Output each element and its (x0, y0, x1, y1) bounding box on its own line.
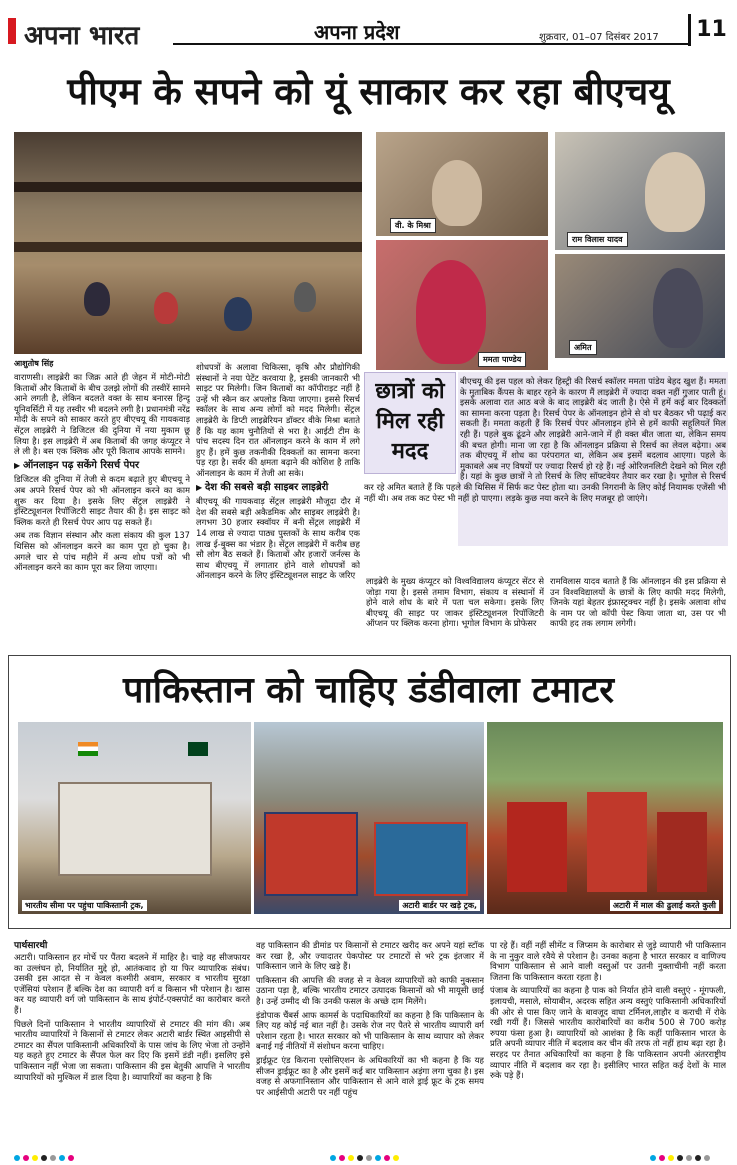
photo-truck (264, 812, 358, 896)
photo-figure (645, 152, 705, 232)
library-photo (14, 132, 362, 354)
porters-photo (487, 722, 723, 914)
paragraph: पा रहे हैं। वहीं नहीं सीमेंट व जिप्सम के कारोबार से जुड़े व्यापारी भी पाकिस्तान के ना नुकुर वाले रवैये से परेशान है। उनका कहना है भारत सरकार व वाणिज्य विभाग पाकिस्तान से आने वाली वस्तुओं पर उतनी नुक्ताचीनी नहीं करता जितना कि पाकिस्तान करता रहता है। (490, 940, 726, 982)
paragraph: डिजिटल की दुनिया में तेजी से कदम बढ़ाते हुए बीएचयू ने अब अपने रिसर्च पेपर को भी ऑनलाइन करने का काम शुरू कर दिया है। इसके लिए सेंट्रल लाइब्रेरी ने इंस्टिट्यूशनल रिपॉजिटरी साइट तैयार की है। इस साइट को क्लिक करते ही रिसर्च पेपर आप पढ़ सकते हैं। (14, 474, 190, 527)
story1-column-3 (366, 576, 544, 642)
india-flag-icon (78, 742, 98, 756)
photo-figure (653, 268, 703, 348)
border-gate-photo (18, 722, 251, 914)
registration-dot (339, 1155, 345, 1161)
paragraph: अब तक विज्ञान संस्थान और कला संकाय की कुल 137 थिसिस को ऑनलाइन करने का काम पूरा हो चुका है। अगले चार से पांच महीने में अन्य शोध पत्रों को भी ऑनलाइन करने का काम पूरा कर लिया जाएगा। (14, 530, 190, 573)
header-rule (173, 43, 688, 45)
photo-figure (84, 282, 110, 316)
story1-column-4 (550, 576, 726, 642)
subheading: ▶ ऑनलाइन पढ़ सकेंगे रिसर्च पेपर (14, 461, 190, 472)
photo-caption: अटारी बार्डर पर खड़े ट्रक, (399, 900, 480, 911)
float-spacer (364, 376, 460, 478)
registration-dot (41, 1155, 47, 1161)
subheading: ▶ देश की सबसे बड़ी साइबर लाइब्रेरी (196, 483, 360, 494)
photo-shelf (14, 182, 362, 192)
photo-caption: अमित (569, 340, 597, 355)
story2-column-1 (14, 952, 250, 1142)
registration-dot (393, 1155, 399, 1161)
registration-dot (68, 1155, 74, 1161)
photo-figure (224, 297, 252, 331)
photo-figure (294, 282, 316, 312)
paragraph: इंडोपाक चैंबर्स आफ कामर्स के पदाधिकारियों का कहना है कि पाकिस्तान के लिए यह कोई नई बात नहीं है। उसके रोज नए पैतरे से भारतीय व्यापारी वर्ग परेशान रहता है। भारत सरकार को भी पाकिस्तान के साथ व्यापार को लेकर बनाई गई नीतियों में संशोधन करना चाहिए। (256, 1009, 484, 1052)
photo-caption: राम विलास यादव (567, 232, 628, 247)
pakistan-flag-icon (188, 742, 208, 756)
brand-bar (8, 18, 16, 44)
photo-figure (432, 160, 482, 226)
story1-headline: पीएम के सपने को यूं साकार कर रहा बीएचयू (67, 69, 670, 113)
registration-dot (686, 1155, 692, 1161)
story1-column-2 (196, 362, 360, 642)
story2-headline: पाकिस्तान को चाहिए डंडीवाला टमाटर (123, 669, 614, 711)
page-header (8, 14, 729, 50)
portrait-photo-amit (555, 254, 725, 358)
story2-column-3 (490, 940, 726, 1142)
registration-dot (50, 1155, 56, 1161)
paragraph: वह पाकिस्तान की डीमांड पर किसानों से टमाटर खरीद कर अपने यहां स्टॉक कर रखा है, और ज्यादातर पेकपोस्ट पर टमाटरों से भरे ट्रक इंतजार में पाकिस्तान जाने के लिए खड़े हैं। (256, 940, 484, 972)
photo-figure (416, 260, 486, 364)
registration-dot (384, 1155, 390, 1161)
color-registration-dots-right (650, 1146, 713, 1156)
paragraph: बीएचयू की गायकवाड़ सेंट्रल लाइब्रेरी मौजूदा दौर में देश की सबसे बड़ी अकैडमिक और साइबर लाइब्रेरी है। लगभग 30 हजार स्क्वॉयर में बनी सेंट्रल लाइब्रेरी में 14 लाख से ज्यादा पाठ्य पुस्तकों के साथ करीब एक लाख ई-बुक्स का भंडार है। सेंट्रल लाइब्रेरी में करीब छह सौ लोग बैठ सकते हैं। किताबों और हजारों जर्नल्स के साथ बीएचयू में लगातार होने वाले शोधपत्रों को ऑनलाइन करने के लिए इंस्टिट्यूशनल साइट के जरिए (196, 496, 360, 581)
photo-shelf (14, 242, 362, 252)
registration-dot (23, 1155, 29, 1161)
portrait-photo-mishra (376, 132, 548, 236)
page-number: 11 (688, 14, 732, 46)
paragraph: ड्राईफ्रूट एंड किराना एसोसिएशन के अधिकारियों का भी कहना है कि यह सीजन ड्राईफ्रूट का है और इसमें कई बार पाकिस्तान अड़ंगा लगा चुका है। इस वजह से अफगानिस्तान और पाकिस्तान से आने वाले ड्राई फ्रूट के ट्रक समय पर आईसीपी अटारी पर नहीं पहुंच (256, 1054, 484, 1097)
registration-dot (59, 1155, 65, 1161)
portrait-photo-pandey (376, 240, 548, 370)
portrait-photo-yadav (555, 132, 725, 250)
registration-dot (677, 1155, 683, 1161)
photo-caption: भारतीय सीमा पर पहुंचा पाकिस्तानी ट्रक, (22, 900, 147, 911)
registration-dot (695, 1155, 701, 1161)
paragraph: रामविलास यादव बताते हैं कि ऑनलाइन की इस प्रक्रिया से उन विश्वविद्यालयों के छात्रों के लिए काफी मदद मिलेगी, जिनके यहां बेहतर इंफ्रास्ट्रक्चर नहीं है। इसके अलावा शोध के नाम पर जो कॉपी पेस्ट किया जाता था, उस पर भी काफी हद तक लगाम लगेगी। (550, 576, 726, 629)
registration-dot (357, 1155, 363, 1161)
trucks-photo (254, 722, 484, 914)
paragraph: शोधपत्रों के अलावा चिकित्सा, कृषि और प्रौद्योगिकी संस्थानों ने नया पेटेंट करवाया है, इसकी जानकारी भी साइट पर मिलेगी। जिन किताबों का कॉपीराइट नहीं है उन्हें भी स्कैन कर अपलोड किया जाएगा। इससे रिसर्च स्कॉलर के साथ अन्य लोगों को मदद मिलेगी। सेंट्रल लाइब्रेरी के डिप्टी लाइब्रेरियन डॉक्टर वीके मिश्रा बताते हैं कि यह काम चुनौतियों से भरा है। आईटी टीम के पांच सदस्य दिन रात ऑनलाइन करने के काम में लगे हुए हैं। हमें कुछ तकनीकी दिक्कतों का सामना करना पड़ रहा है। सर्वर की क्षमता बढ़ाने की कोशिश है ताकि ऑनलाइन के काम में तेजी आ सके। (196, 362, 360, 478)
photo-caption: अटारी में माल की ढुलाई करते कुली (610, 900, 719, 911)
registration-dot (668, 1155, 674, 1161)
paragraph: पिछले दिनों पाकिस्तान ने भारतीय व्यापारियों से टमाटर की मांग की। अब भारतीय व्यापारियों ने किसानों से टमाटर लेकर अटारी बार्डर स्थित आइसीपी से टमाटर का सैंपल पाकिस्तानी अधिकारियों के पास जांच के लिए भेजा तो उन्होंने यह कहते हुए टमाटर के सैंपल फेल कर दिए कि इसमें डंडी नहीं। इसलिए इसे पाकिस्तान नहीं भेजा जा सकता। पाकिस्तान की इस बेतुकी आपत्ति ने भारतीय व्यापारियों को मुश्किल में डाल दिया है। व्यापारियों का कहना है कि (14, 1018, 250, 1082)
registration-dot (366, 1155, 372, 1161)
photo-figure (507, 802, 567, 892)
byline: पार्थसारथी (14, 941, 48, 951)
registration-dot (659, 1155, 665, 1161)
paragraph: अटारी। पाकिस्तान हर मोर्चे पर पैंतरा बदलने में माहिर है। चाहे वह सीजफायर का उल्लंघन हो, निर्यातित मुद्दे हो, आतंकवाद हो या फिर व्यापारिक संबंध। उसकी इस आदत से न केवल कश्मीरी अवाम, सरकार व भारतीय सुरक्षा एजेंसियां परेशान हैं बल्कि देश का व्यापारी वर्ग व किसान भी परेशान है। खास कर यह व्यापारी वर्ग जो पाकिस्तान के साथ इंपोर्ट-एक्सपोर्ट का कारोबार करते हैं। (14, 952, 250, 1015)
color-registration-dots-center (330, 1146, 402, 1156)
callout-box: छात्रों को मिल रही मदद (364, 372, 456, 474)
section-name: अपना प्रदेश (314, 20, 400, 44)
story2-column-2 (256, 940, 484, 1142)
registration-dot (32, 1155, 38, 1161)
registration-dot (348, 1155, 354, 1161)
photo-credit: आशुतोष सिंह (14, 359, 54, 368)
photo-truck (374, 822, 468, 896)
paragraph: बीएचयू की इस पहल को लेकर हिस्ट्री की रिसर्च स्कॉलर ममता पांडेय बेहद खुश हैं। ममता के मुताबिक कैंपस के बाहर रहने के कारण मैं लाइब्रेरी में ज्यादा वक्त नहीं गुजार पाती हूं। इसके अलावा रात आठ बजे के बाद लाइब्रेरी बंद जाती है। ऐसे में हमें कई बार दिक्कतों का सामना करना पड़ता है। रिसर्च पेपर के ऑनलाइन होने से वो घर बैठकर भी पढ़ाई कर सकती हैं। ममता कहती हैं कि रिसर्च पेपर ऑनलाइन होने से हमें काफी सहूलियतें मिल रही हैं। पहले बुक ढूंढने और लाइब्रेरी आने-जाने में ही वक्त बीत जाता था, लेकिन समय की बचत होगी। माना जा रहा है कि ऑनलाइन प्रक्रिया से रिसर्च का लेवल बढ़ेगा। अब तक बीएचयू में शोध का परंपरागत था, लेकिन अब इसमें बदलाव आएगा। पहले के मुकाबले अब नए विषयों पर ज्यादा रिसर्च हो रहे हैं। नई ओरिजनलिटी देखने को मिल रही है। यहां के कुछ छात्रों ने तो रिसर्च के लिए सॉफ्टवेयर तैयार कर रखा है। भूगोल से रिसर्च कर रहे अमित बताते हैं कि पहले की थिसिस में सिर्फ कट पेस्ट होता था। उनकी निगरानी के लिए कोई नियामक एजेंसी भी नहीं थी। अब तक कट पेस्ट भी नहीं हो पाएगा। लड़के कुछ नया करने के लिए मजबूर हो जाएंगे। (364, 376, 726, 503)
registration-dot (650, 1155, 656, 1161)
paragraph: लाइब्रेरी के मुख्य कंप्यूटर को विश्वविद्यालय कंप्यूटर सेंटर से जोड़ा गया है। इससे तमाम विभाग, संकाय व संस्थानों में होने वाले शोध के बारे में पता चल सकेगा। इसके लिए बीएचयू की साइट पर जाकर इंस्टिट्यूशनल रिपॉजिटरी ऑप्शन पर क्लिक करना होगा। भूगोल विभाग के प्रोफेसर (366, 576, 544, 629)
registration-dot (14, 1155, 20, 1161)
dateline: शुक्रवार, 01–07 दिसंबर 2017 (539, 32, 659, 43)
photo-gate (58, 782, 212, 876)
registration-dot (375, 1155, 381, 1161)
photo-figure (587, 792, 647, 892)
quote-box (364, 376, 726, 556)
photo-figure (657, 812, 707, 892)
story1-column-1 (14, 372, 190, 640)
paragraph: पंजाब के व्यापारियों का कहना है पाक को निर्यात होने वाली वस्तुएं - मूंगफली, इलायची, मसाले, सोयाबीन, अदरक सहित अन्य वस्तुएं पाकिस्तानी अधिकारियों की ओर से पास किए जाने के बावजूद वाघा टर्मिनल,लाहौर व कराची में रोके रखी गयीं हैं। जिससे भारतीय कारोबारियों का करीब 500 से 700 करोड़ रुपया फंसा हुआ है। व्यापारियों को आशंका है कि कहीं पाकिस्तान भारत के प्रति अपनी व्यापार नीति में बदलाव कर चीन की तरफ तो नहीं हाथ बढ़ा रहा है। सरहद पर तैनात अधिकारियों का कहना है कि पाकिस्तान अपनी अंतरराष्ट्रीय व्यापार नीति में बदलाव कर रहा है। इसीलिए भारत सहित कई देशों के माल रुके पड़े हैं। (490, 985, 726, 1081)
paragraph: पाकिस्तान की आपत्ति की वजह से न केवल व्यापारियों को काफी नुकसान उठाना पड़ा है, बल्कि भारतीय टमाटर उत्पादक किसानों को भी मायूसी छाई है। उन्हें उम्मीद थी कि उनकी फसल के अच्छे दाम मिलेंगे। (256, 974, 484, 1006)
masthead-brand: अपना भारत (24, 21, 140, 51)
registration-dot (704, 1155, 710, 1161)
photo-figure (154, 292, 178, 324)
paragraph: वाराणसी। लाइब्रेरी का जिक्र आते ही जेहन में मोटी-मोटी किताबों और किताबों के बीच उलझे लोगों की तस्वीरें सामने आने लगती है, लेकिन बदलते वक्त के साथ बनारस हिन्दू यूनिवर्सिटी में यह तस्वीर भी बदलने लगी है। प्रधानमंत्री नरेंद्र मोदी के सपने को साकार करते हुए बीएचयू की गायकवाड़ सेंट्रल लाइब्रेरी ने डिजिटल की दुनिया में नया मुकाम छू लिया है। इस लाइब्रेरी में अब किताबों की जगह कंप्यूटर ने ले ली है। बस एक क्लिक और पूरी किताब आपके सामने। (14, 372, 190, 457)
photo-caption: वी. के मिश्रा (390, 218, 436, 233)
registration-dot (330, 1155, 336, 1161)
color-registration-dots-left (14, 1146, 77, 1156)
photo-caption: ममता पाण्डेय (478, 352, 526, 367)
